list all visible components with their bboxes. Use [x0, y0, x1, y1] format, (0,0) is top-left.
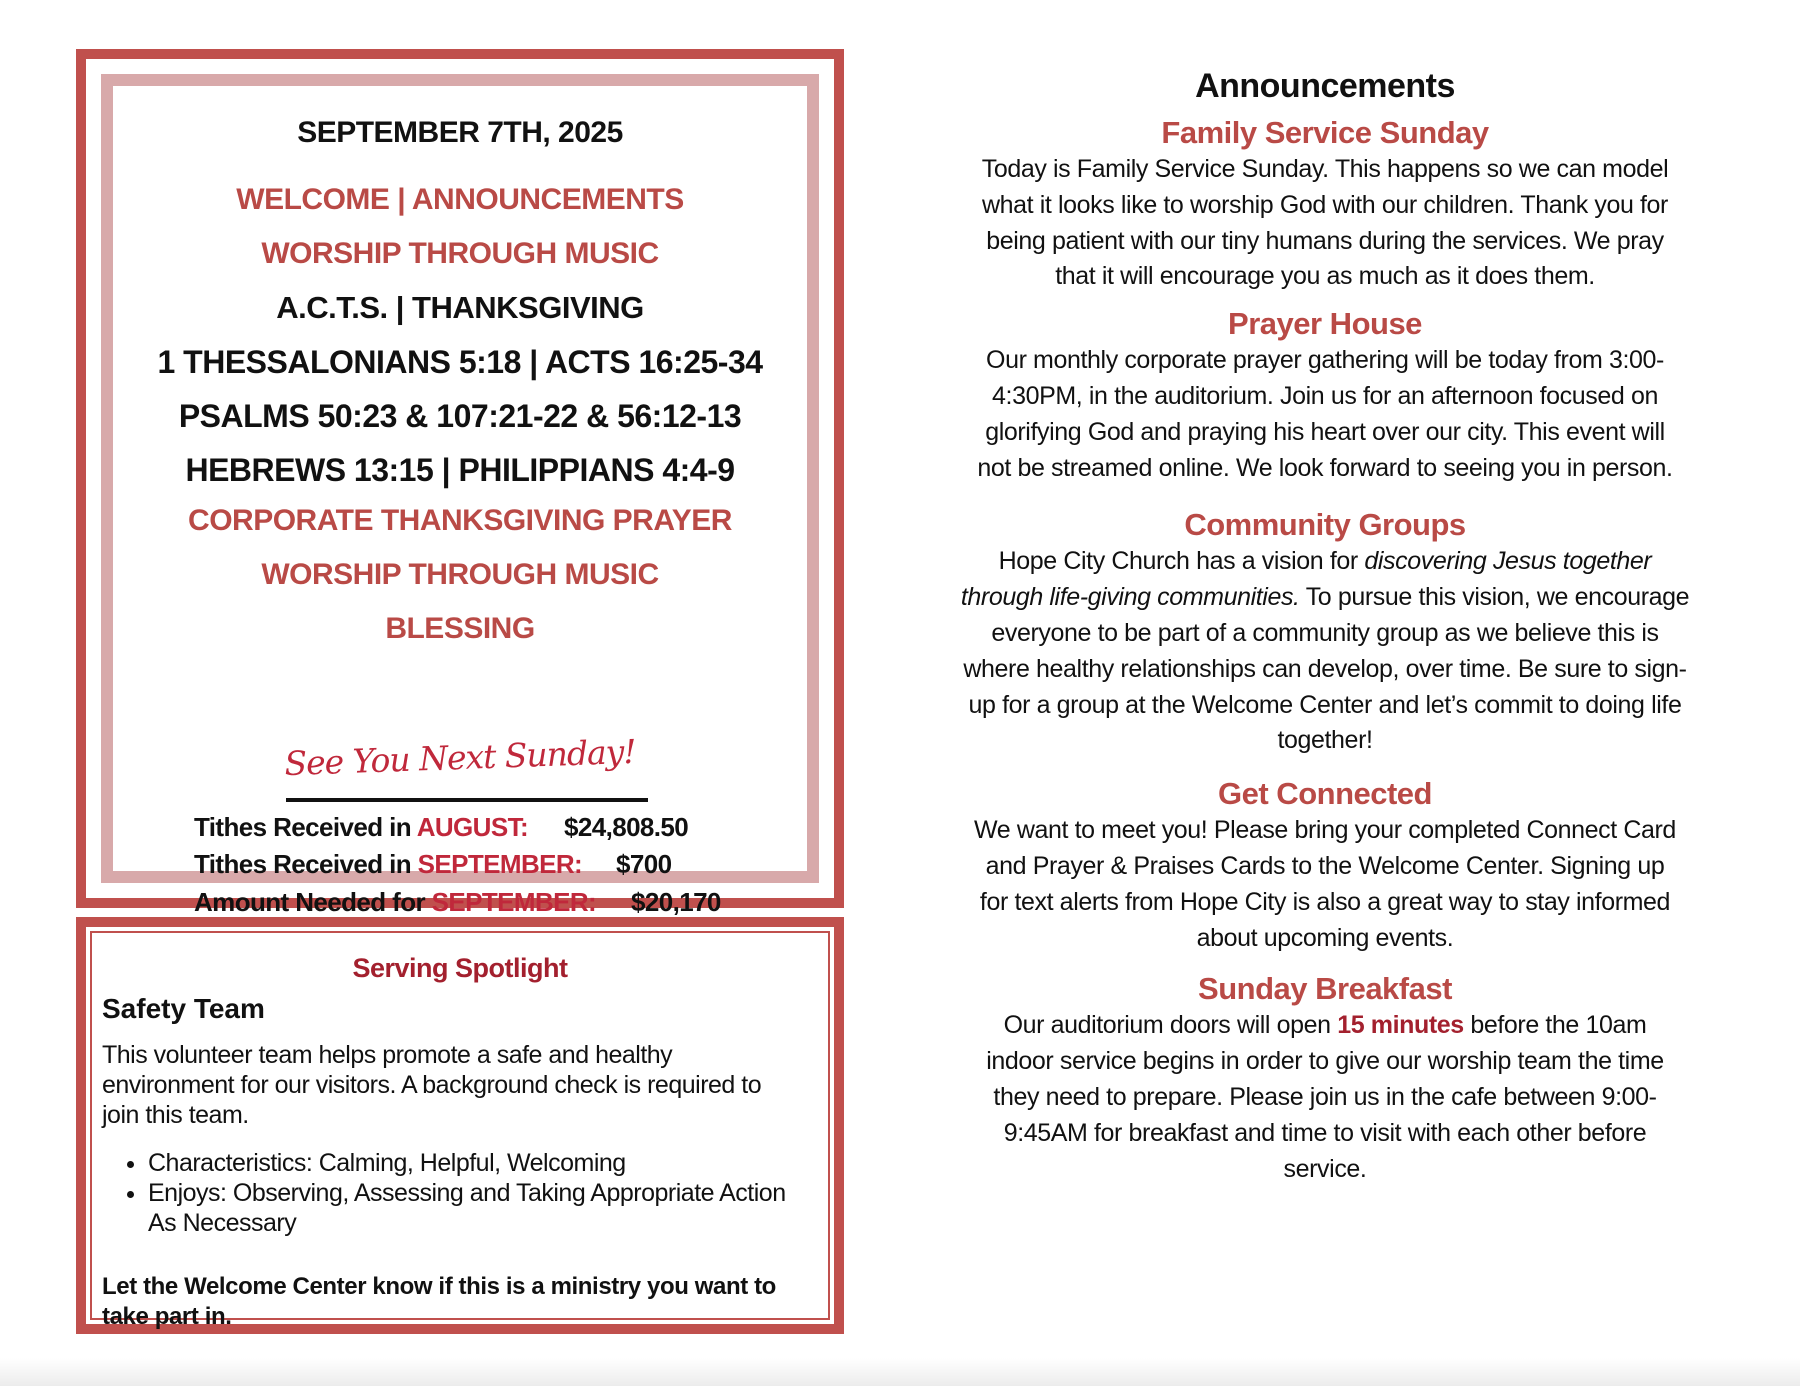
list-item: • Enjoys: Observing, Assessing and Taking Appropriate Action As Necessary [148, 1178, 802, 1238]
body-highlight-text: 15 minutes [1337, 1011, 1464, 1040]
announcement-title: Family Service Sunday [1161, 115, 1489, 150]
announcement-prayer-house [960, 305, 1690, 486]
tithe-month: SEPTEMBER: [417, 849, 583, 879]
announcement-community-groups [960, 506, 1690, 759]
announcement-body: Today is Family Service Sunday. This happens so we can model what it looks like to worship God with our children. Thank you for being patient with our tiny humans during the services. We pray that it will encourage you as much as it does them. [981, 155, 1669, 291]
service-item: WORSHIP THROUGH MUSIC [261, 237, 659, 270]
announcement-get-connected [960, 775, 1690, 956]
announcement-body: Our monthly corporate prayer gathering will be today from 3:00-4:30PM, in the auditorium. Join us for an afternoon focused on glorifying God and praying his heart over our city. This event will not be streamed online. We look forward to seeing you in person. [977, 346, 1673, 482]
spotlight-call-to-action: Let the Welcome Center know if this is a ministry you want to take part in. [102, 1273, 776, 1330]
spotlight-bullet-list [102, 1148, 802, 1238]
body-text: To pursue this vision, we encourage everyone to be part of a community group as we believe this is where healthy relationships can develop, over time. Be sure to sign-up for a group at the Welcome Center and let’s commit to doing life together! [963, 583, 1690, 755]
list-item: • Characteristics: Calming, Helpful, Welcoming [148, 1148, 802, 1178]
announcements-heading: Announcements [1195, 67, 1455, 105]
body-italic-text: discovering Jesus together through life-giving communities. [960, 547, 1652, 612]
tithe-row [194, 887, 721, 918]
tithe-label: Tithes Received in [194, 849, 418, 879]
body-text: Hope City Church has a vision for [998, 547, 1365, 576]
tithe-amount: $24,808.50 [564, 812, 689, 842]
announcement-family-service [960, 114, 1690, 295]
service-item: WORSHIP THROUGH MUSIC [261, 558, 659, 591]
tithe-month: AUGUST: [416, 812, 529, 842]
spotlight-title: Serving Spotlight [352, 953, 568, 983]
tithe-label: Tithes Received in [194, 812, 417, 842]
tithe-row [194, 812, 689, 843]
tithe-row [194, 849, 672, 880]
service-item: CORPORATE THANKSGIVING PRAYER [188, 504, 732, 537]
announcement-sunday-breakfast [960, 970, 1690, 1187]
service-item: WELCOME | ANNOUNCEMENTS [236, 183, 684, 216]
announcement-body [960, 544, 1690, 759]
serving-spotlight-box [76, 917, 844, 1334]
divider-rule [286, 798, 648, 802]
tithe-amount: $700 [616, 849, 672, 879]
tithe-label: Amount Needed for [194, 887, 432, 917]
spotlight-team-name: Safety Team [102, 993, 265, 1024]
order-of-service-inner-frame [101, 74, 819, 917]
body-text: Our auditorium doors will open [1003, 1011, 1338, 1040]
see-you-next-sunday: See You Next Sunday! [283, 731, 637, 784]
tithe-month: SEPTEMBER: [431, 887, 597, 917]
spotlight-description: This volunteer team helps promote a safe and healthy environment for our visitors. A background check is required to join this team. [102, 1041, 762, 1129]
order-of-service-box [76, 49, 844, 917]
announcement-body [960, 1008, 1690, 1187]
announcements-column [960, 62, 1690, 1187]
announcement-title: Sunday Breakfast [1198, 971, 1452, 1007]
service-item: BLESSING [385, 612, 535, 645]
service-date: SEPTEMBER 7TH, 2025 [297, 116, 623, 149]
announcement-body: We want to meet you! Please bring your completed Connect Card and Prayer & Praises Cards to the Welcome Center. Signing up for text alerts from Hope City is also a great way to stay informed about upcoming events. [974, 816, 1676, 952]
announcement-title: Get Connected [1218, 776, 1432, 812]
serving-spotlight-inner-frame [90, 931, 830, 1330]
service-item: PSALMS 50:23 & 107:21-22 & 56:12-13 [178, 398, 742, 434]
announcement-title: Community Groups [1184, 507, 1466, 543]
service-item: 1 THESSALONIANS 5:18 | ACTS 16:25-34 [157, 344, 763, 380]
body-text: before the 10am indoor service begins in order to give our worship team the time they need to prepare. Please join us in the cafe between 9:00-9:45AM for breakfast and time to visit with each other before service. [986, 1011, 1664, 1183]
announcement-title: Prayer House [1228, 306, 1422, 342]
tithe-amount: $20,170 [631, 887, 721, 917]
service-item: HEBREWS 13:15 | PHILIPPIANS 4:4-9 [185, 452, 735, 488]
page-bottom-shadow [0, 1358, 1800, 1386]
service-item: A.C.T.S. | THANKSGIVING [276, 290, 644, 325]
